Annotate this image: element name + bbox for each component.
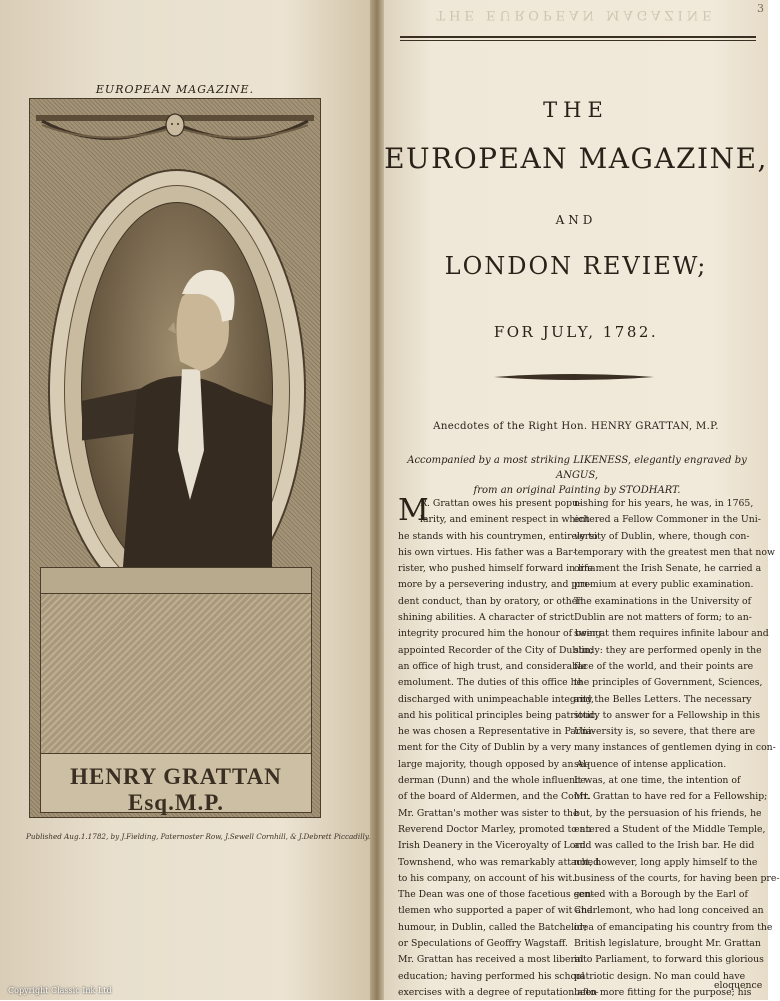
- text-line: many instances of gentlemen dying in con-: [574, 742, 776, 754]
- plate-sitter-name: HENRY GRATTAN Esq.M.P.: [70, 764, 282, 815]
- drop-cap: M: [398, 493, 429, 528]
- drapery-swag-ornament: [36, 115, 314, 149]
- text-line: to his company, on account of his wit.: [398, 872, 576, 884]
- text-column-right: [574, 496, 780, 1001]
- engraving-credit-line-1: Accompanied by a most striking LIKENESS, elegantly engraved by ANGUS,: [407, 455, 747, 481]
- text-line: emolument. The duties of this office he: [398, 677, 583, 689]
- copyright-watermark: Copyright Classic Ink Ltd: [8, 986, 112, 995]
- text-line: face of the world, and their points are: [574, 660, 754, 672]
- text-line: or Speculations of Geoffry Wagstaff.: [398, 938, 568, 950]
- top-rule-thin: [400, 40, 756, 41]
- text-line: R. Grattan owes his present popu-: [420, 498, 582, 509]
- text-line: temporary with the greatest men that now: [574, 546, 775, 558]
- portrait-engraving-image: [82, 203, 272, 579]
- text-line: idea of emancipating his country from the: [574, 921, 773, 933]
- engraving-credit: [404, 453, 750, 498]
- ornamental-rule: [494, 372, 654, 382]
- text-line: sequence of intense application.: [574, 758, 727, 770]
- text-line: Mr. Grattan to have red for a Fellowship;: [574, 791, 768, 803]
- text-line: Mr. Grattan has received a most liberal: [398, 954, 584, 966]
- text-line: tlemen who supported a paper of wit and: [398, 905, 593, 917]
- text-line: but, by the persuasion of his friends, he: [574, 807, 762, 819]
- text-line: exercises with a degree of reputation afto-: [398, 986, 599, 998]
- bleed-through-text: THE EUROPEAN MAGAZINE: [436, 7, 716, 22]
- text-line: dent conduct, than by oratory, or other: [398, 595, 582, 607]
- text-line: appointed Recorder of the City of Dublin;: [398, 644, 594, 656]
- text-line: the principles of Government, Sciences,: [574, 677, 763, 689]
- text-line: study to answer for a Fellowship in this: [574, 709, 761, 721]
- text-line: education; having performed his school: [398, 970, 585, 982]
- text-line: integrity procured him the honour of being: [398, 628, 602, 640]
- right-page: [384, 0, 780, 1000]
- title-and: AND: [555, 213, 597, 227]
- text-line: Reverend Doctor Marley, promoted to an: [398, 823, 592, 835]
- name-band: [40, 753, 312, 813]
- plinth-shelf: [40, 567, 312, 595]
- text-line: and was called to the Irish bar. He did: [574, 840, 755, 852]
- text-line: It was, at one time, the intention of: [574, 775, 741, 787]
- text-line: larity, and eminent respect in which: [420, 514, 590, 526]
- text-line: The examinations in the University of: [574, 595, 752, 607]
- catchword: eloquence: [714, 980, 763, 991]
- plate-header: EUROPEAN MAGAZINE.: [95, 83, 255, 96]
- text-line: Townshend, who was remarkably attached: [398, 856, 600, 868]
- issue-date: FOR JULY, 1782.: [493, 323, 659, 341]
- text-line: been more fitting for the purpose; his: [574, 986, 752, 998]
- text-line: University is, so severe, that there are: [574, 726, 756, 738]
- text-line: sented with a Borough by the Earl of: [574, 889, 748, 901]
- text-line: more by a persevering industry, and pru-: [398, 579, 591, 591]
- left-page: [0, 0, 378, 1000]
- book-gutter: [370, 0, 384, 1000]
- text-line: into Parliament, to forward this glorious: [574, 954, 764, 966]
- text-line: humour, in Dublin, called the Batchelor;: [398, 921, 588, 933]
- text-line: and his political principles being patriotic,: [398, 709, 599, 721]
- text-line: Mr. Grattan's mother was sister to the: [398, 807, 579, 819]
- title-european-magazine: EUROPEAN MAGAZINE,: [384, 142, 768, 175]
- text-line: premium at every public examination.: [574, 579, 754, 591]
- publication-imprint: Published Aug.1.1782, by J.Fielding, Paternoster Row, J.Sewell Cornhill, & J.Debrett Piccadilly.: [26, 832, 371, 841]
- engraved-plate: [29, 98, 321, 818]
- text-line: rister, who pushed himself forward in life: [398, 563, 593, 575]
- text-line: versity of Dublin, where, though con-: [574, 530, 750, 542]
- portrait-oval-frame: [48, 169, 306, 613]
- text-line: of the board of Aldermen, and the Court.: [398, 791, 591, 803]
- text-line: entered a Fellow Commoner in the Uni-: [574, 514, 761, 526]
- text-line: nishing for his years, he was, in 1765,: [574, 498, 754, 509]
- text-line: Irish Deanery in the Viceroyalty of Lord: [398, 840, 586, 852]
- draped-panel: [40, 593, 312, 755]
- title-london-review: LONDON REVIEW;: [444, 252, 708, 280]
- text-column-left: [398, 493, 602, 1001]
- text-line: he was chosen a Representative in Parlia-: [398, 726, 595, 738]
- text-line: and the Belles Letters. The necessary: [574, 693, 752, 705]
- text-line: an office of high trust, and considerable: [398, 660, 587, 672]
- text-line: British legislature, brought Mr. Grattan: [574, 938, 761, 950]
- text-line: derman (Dunn) and the whole influence: [398, 775, 586, 787]
- text-line: discharged with unimpeachable integrity,: [398, 693, 595, 705]
- text-line: ment for the City of Dublin by a very: [398, 742, 572, 754]
- top-rule: [400, 36, 756, 38]
- text-line: swer at them requires infinite labour and: [574, 628, 769, 640]
- text-line: his own virtues. His father was a Bar-: [398, 546, 576, 558]
- text-line: not, however, long apply himself to the: [574, 856, 758, 868]
- text-line: Charlemont, who had long conceived an: [574, 905, 764, 917]
- text-line: large majority, though opposed by an Al-: [398, 758, 590, 770]
- text-line: ornament the Irish Senate, he carried a: [574, 563, 762, 575]
- text-line: he stands with his countrymen, entirely to: [398, 530, 598, 542]
- text-line: shining abilities. A character of strict: [398, 612, 574, 624]
- engraving-credit-line-2: from an original Painting by STODHART.: [473, 485, 681, 496]
- text-line: Dublin are not matters of form; to an-: [574, 612, 752, 624]
- title-the: THE: [543, 98, 609, 122]
- text-line: patriotic design. No man could have: [574, 970, 746, 982]
- text-line: study: they are performed openly in the: [574, 644, 762, 656]
- article-heading: Anecdotes of the Right Hon. HENRY GRATTAN, M.P.: [433, 421, 719, 432]
- text-line: business of the courts, for having been pre-: [574, 872, 780, 884]
- page-number: 3: [757, 2, 764, 15]
- text-line: entered a Student of the Middle Temple,: [574, 823, 766, 835]
- text-line: The Dean was one of those facetious gen-: [398, 889, 595, 901]
